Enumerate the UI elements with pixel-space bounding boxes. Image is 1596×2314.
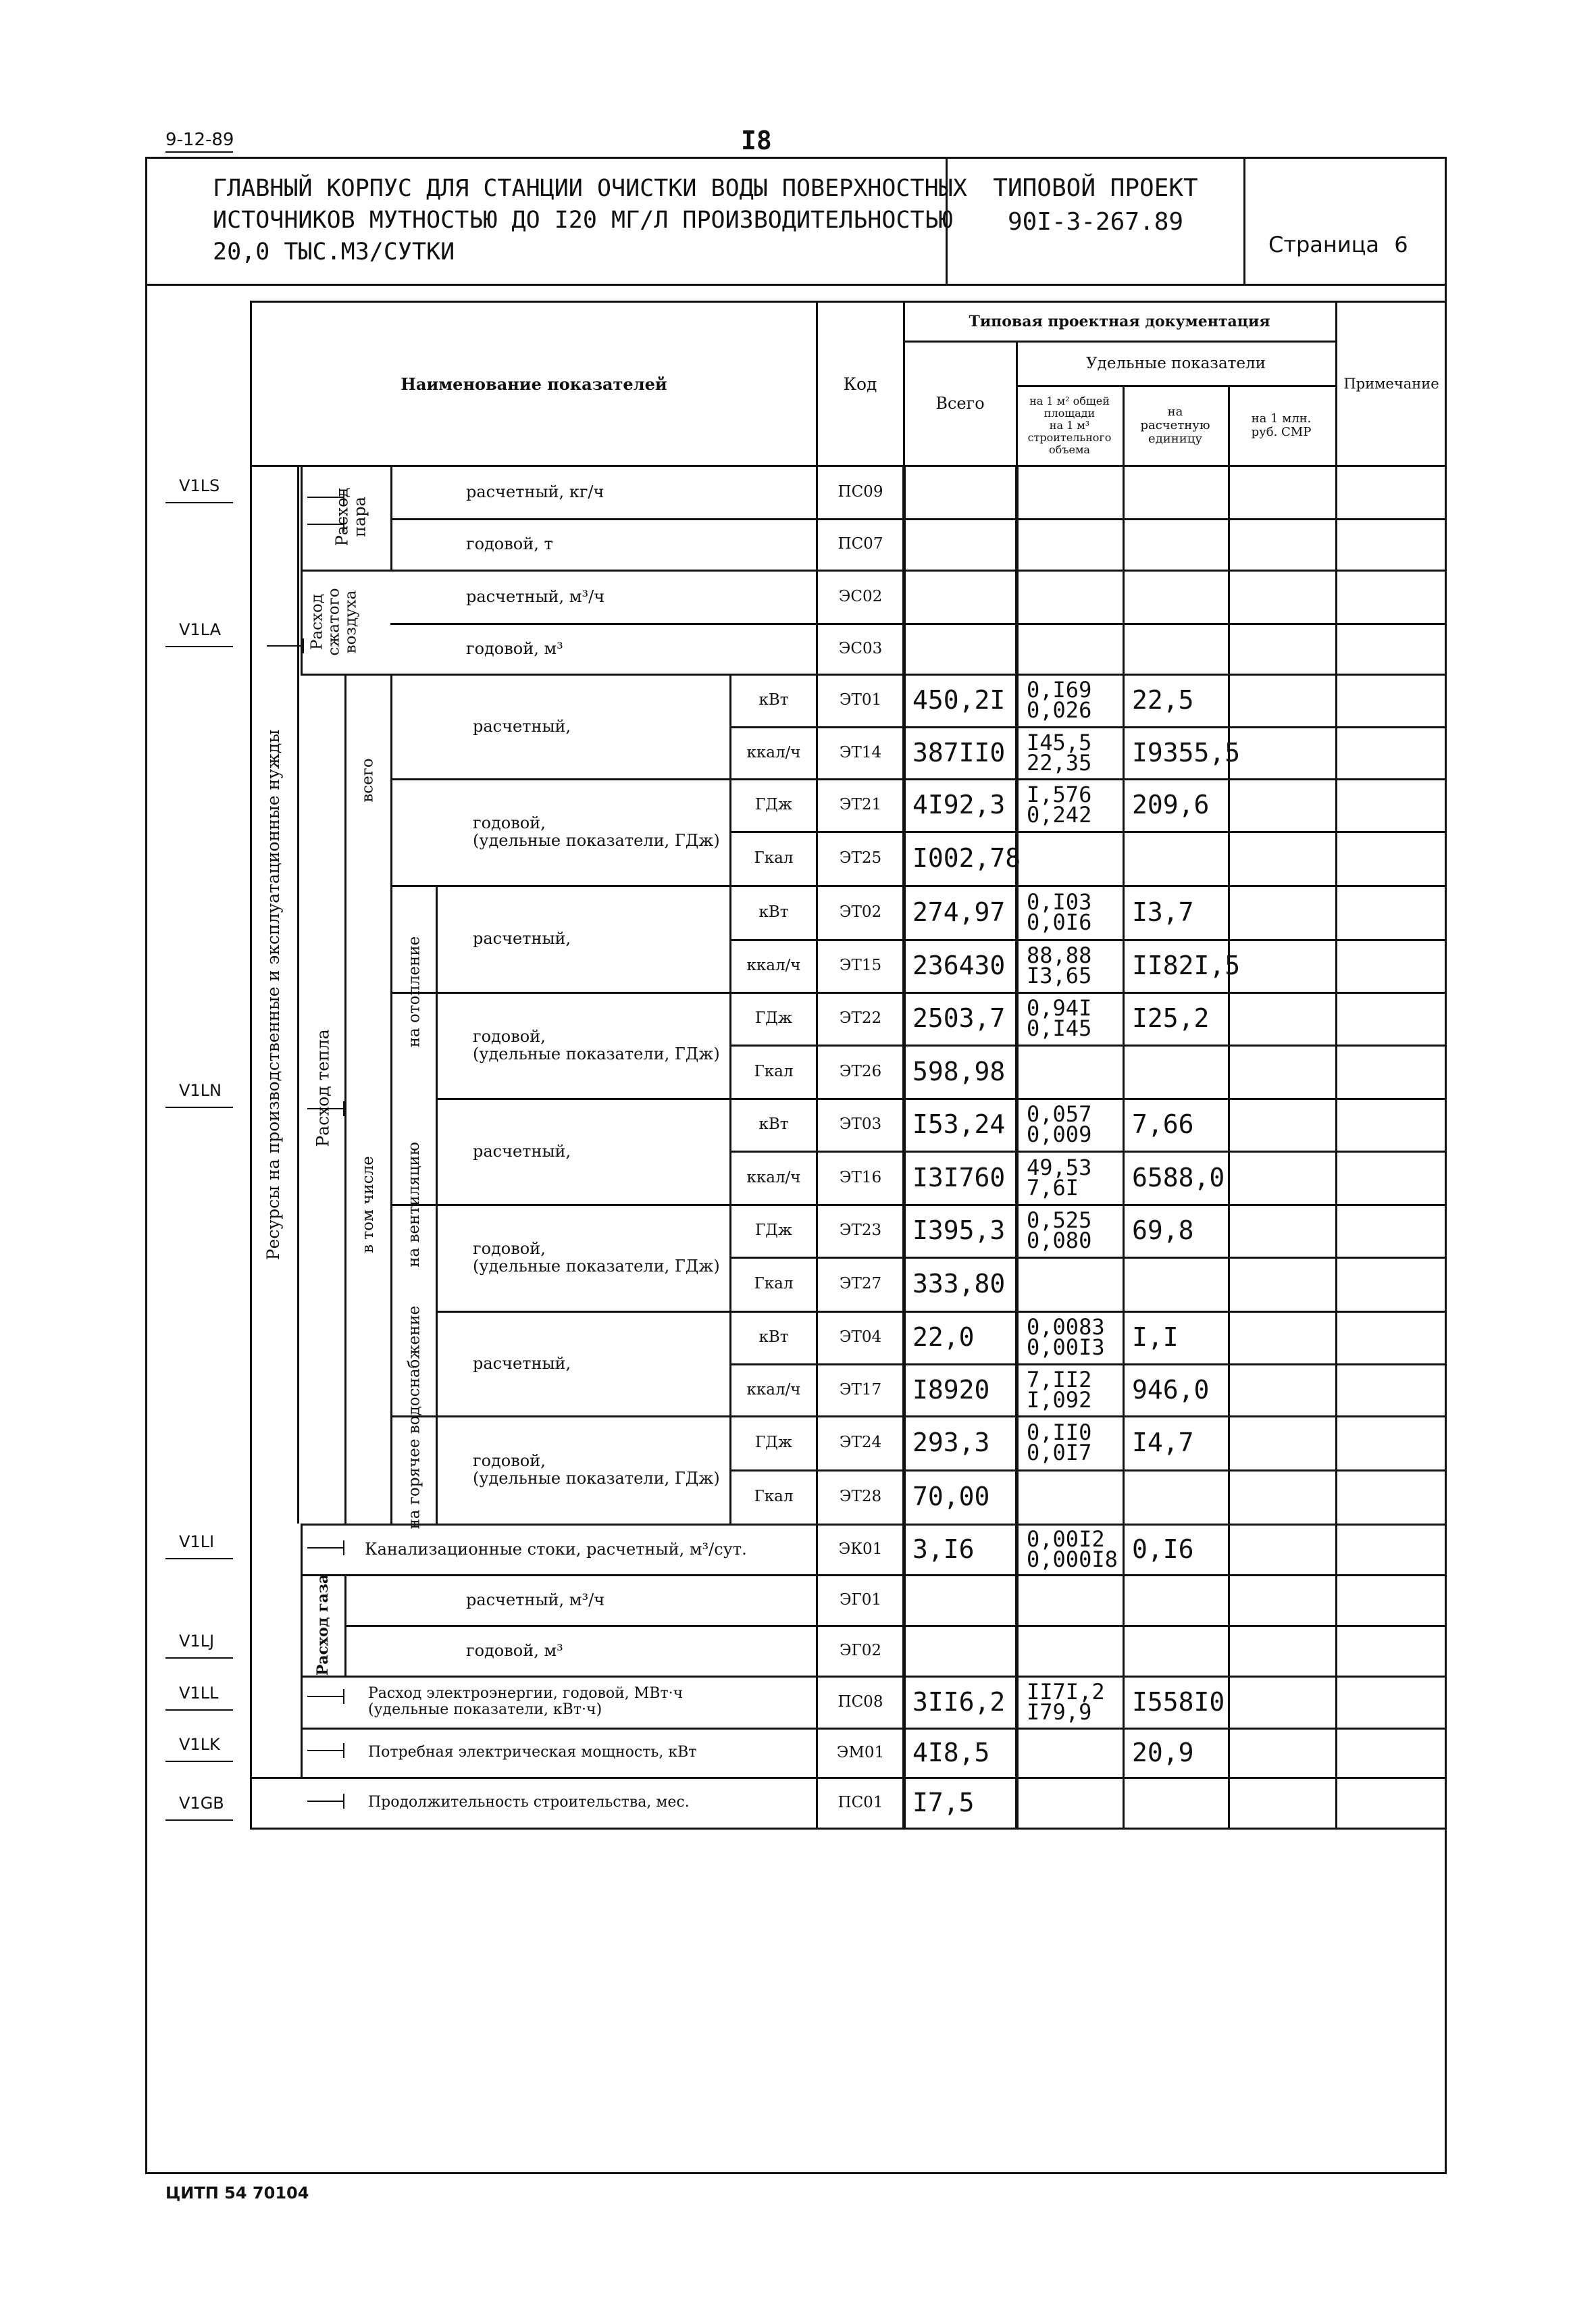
row-total: I7,5 (912, 1787, 975, 1817)
spec-s1a: 0,525 (1027, 1207, 1092, 1233)
row-per-unit (1125, 1469, 1235, 1524)
unit-4: кВт (758, 691, 789, 709)
calc-label-12: расчетный, (473, 1141, 571, 1161)
row-total (906, 465, 1023, 518)
row-per-unit: 22,5 (1132, 685, 1194, 715)
heat-group-label (303, 885, 343, 1290)
row-spec-per-m2 (1019, 1728, 1129, 1777)
incl-text: в том числе (359, 1155, 378, 1253)
calc-label-4: расчетный, (473, 716, 571, 736)
row-total: 22,0 (912, 1322, 975, 1352)
row-code: ЭТ01 (839, 691, 882, 709)
row-total: I53,24 (912, 1109, 1006, 1139)
tick-end (343, 1540, 344, 1555)
row-spec-per-m2 (1019, 726, 1129, 778)
row-per-unit (1125, 1045, 1235, 1098)
col-note-header: Примечание (1343, 376, 1439, 392)
row-per-unit: 209,6 (1132, 790, 1210, 820)
row-spec-per-m2 (1019, 1676, 1129, 1728)
row-spec-per-m2 (1019, 570, 1129, 623)
tick-line (307, 1547, 344, 1549)
resources-text: Ресурсы на производственные и эксплуатационные нужды (263, 729, 284, 1261)
row-spec-per-m2 (1019, 1151, 1129, 1204)
row-spec-per-m2 (1019, 1777, 1129, 1828)
row-spec-per-m2 (1019, 1098, 1129, 1151)
per-m2-a: на 1 м² общей площади (1029, 395, 1110, 420)
unit-19: Гкал (754, 1488, 794, 1505)
gas-calc-label: расчетный, м³/ч (466, 1590, 605, 1609)
row-per-unit: 6588,0 (1132, 1162, 1225, 1192)
spec-s1b: I3,65 (1027, 963, 1092, 988)
row-code: ЭТ14 (839, 743, 882, 761)
spec-s1a: 0,II0 (1027, 1419, 1092, 1445)
unit-13: ккал/ч (746, 1168, 801, 1186)
page-number: I8 (741, 126, 772, 155)
row-spec-per-m2 (1019, 992, 1129, 1045)
spec-s1b: 0,0I6 (1027, 909, 1092, 935)
unit-14: ГДж (754, 1222, 793, 1239)
unit-16: кВт (758, 1328, 789, 1346)
spec-s1a: 0,I03 (1027, 889, 1092, 915)
year-label-line2: (удельные показатели, ГДж) (473, 1257, 720, 1276)
row-total (906, 1574, 1023, 1625)
spec-s1a: I45,5 (1027, 729, 1092, 755)
col-line-note (1335, 301, 1337, 1828)
hot-water-text: на горячее водоснабжение (405, 1305, 423, 1529)
year-label-line2: (удельные показатели, ГДж) (473, 831, 720, 850)
margin-mark-line (165, 502, 233, 503)
row-spec-per-m2 (1019, 674, 1129, 726)
row-code: ЭТ16 (839, 1168, 882, 1186)
row-per-unit (1125, 465, 1235, 518)
heat-total-label (348, 676, 388, 885)
row-total: 387II0 (912, 737, 1006, 768)
row-per-unit (1125, 831, 1235, 885)
row-spec-per-m2 (1019, 1363, 1129, 1415)
col-per-m2-header (1017, 386, 1122, 465)
row-per-unit (1125, 1257, 1235, 1311)
incl-label (348, 885, 388, 1524)
row-label-3: годовой, м³ (466, 638, 563, 658)
spec-s1b: I,092 (1027, 1386, 1092, 1413)
air-text: Расход сжатого воздуха (309, 587, 360, 656)
row-spec-per-m2 (1019, 939, 1129, 992)
row-code: ПС07 (838, 535, 883, 553)
heat-sub-col (390, 674, 392, 1524)
row-code: ЭТ03 (839, 1115, 882, 1133)
unit-12: кВт (758, 1115, 789, 1133)
spec-s1b: 0,242 (1027, 802, 1092, 828)
unit-7: Гкал (754, 849, 794, 867)
page-label (1268, 232, 1408, 257)
unit-8: кВт (758, 903, 789, 921)
row-spec-per-m2 (1019, 1574, 1129, 1625)
margin-mark: V1LI (179, 1532, 215, 1551)
row-per-unit: I9355,5 (1132, 737, 1241, 768)
margin-mark: V1LN (179, 1081, 222, 1100)
spec-s1a: 0,I69 (1027, 677, 1092, 703)
row-per-unit: 20,9 (1132, 1737, 1194, 1767)
doc-title (213, 173, 967, 268)
ventilation-label (394, 1098, 434, 1311)
doc-title-line3: 20,0 ТЫС.М3/СУТКИ (213, 238, 455, 266)
row-code: ЭТ17 (839, 1380, 882, 1399)
resources-group-label (253, 466, 294, 1524)
tick-line (307, 1750, 344, 1751)
sewage-label: Канализационные стоки, расчетный, м³/сут. (365, 1539, 747, 1559)
row-per-unit (1125, 623, 1235, 674)
row-spec-per-m2 (1019, 1045, 1129, 1098)
row-code: ЭС03 (838, 639, 883, 657)
air-group-label (303, 570, 367, 674)
spec-s1b: 0,00I3 (1027, 1334, 1105, 1360)
calc-label-8: расчетный, (473, 929, 571, 948)
row-per-unit: 0,I6 (1132, 1534, 1194, 1564)
spec-s1a: 0,0083 (1027, 1314, 1105, 1340)
row-per-unit (1125, 1574, 1235, 1625)
row-code: ЭГ01 (839, 1590, 882, 1609)
duration-label: Продолжительность строительства, мес. (368, 1794, 690, 1811)
col-name-header: Наименование показателей (401, 374, 667, 394)
unit-10: ГДж (754, 1009, 793, 1027)
unit-15: Гкал (754, 1275, 794, 1292)
col-code-header: Код (843, 374, 877, 394)
tick-end (343, 1689, 344, 1704)
row-total: 274,97 (912, 897, 1006, 927)
row-per-unit: I3,7 (1132, 897, 1194, 927)
spec-s1b: 0,080 (1027, 1228, 1092, 1253)
spec-s1b: 7,6I (1027, 1174, 1079, 1201)
power-label: Потребная электрическая мощность, кВт (368, 1744, 697, 1761)
row-total: 3,I6 (912, 1534, 975, 1564)
row-code: ПС01 (838, 1793, 883, 1811)
elec-label-elec2: (удельные показатели, кВт·ч) (368, 1701, 602, 1718)
per-m2-b: на 1 м³ строительного объема (1027, 419, 1112, 456)
spec-s1b: 0,I45 (1027, 1015, 1092, 1041)
row-total: 2503,7 (912, 1003, 1006, 1033)
margin-mark: V1LA (179, 620, 222, 639)
spec-s1a: 49,53 (1027, 1154, 1092, 1180)
row-per-unit: 7,66 (1132, 1109, 1194, 1139)
row-per-unit: 69,8 (1132, 1215, 1194, 1245)
row-code: ЭТ04 (839, 1328, 882, 1346)
row-total (906, 518, 1023, 570)
doc-title-line2: ИСТОЧНИКОВ МУТНОСТЬЮ ДО I20 МГ/Л ПРОИЗВОДИТЕЛЬНОСТЬЮ (213, 207, 953, 234)
margin-mark-line (165, 1107, 233, 1108)
year-label-line2: (удельные показатели, ГДж) (473, 1044, 720, 1063)
row-label-0: расчетный, кг/ч (466, 482, 604, 501)
footer-code: ЦИТП 54 70104 (165, 2184, 309, 2203)
heating-label (394, 885, 434, 1098)
gas-group-label (303, 1574, 343, 1676)
table-bottom (250, 1828, 1447, 1830)
row-spec-per-m2 (1019, 778, 1129, 831)
row-total: 4I8,5 (912, 1737, 990, 1767)
spec-s1b: 0,026 (1027, 697, 1092, 723)
unit-11: Гкал (754, 1062, 794, 1080)
year-label-line1: годовой, (473, 1026, 546, 1046)
row-spec-per-m2 (1019, 1524, 1129, 1574)
row-code: ЭМ01 (836, 1743, 885, 1761)
row-spec-per-m2 (1019, 1415, 1129, 1469)
row-total: 236430 (912, 951, 1006, 980)
doc-date: 9-12-89 (165, 130, 234, 150)
row-per-unit: I558I0 (1132, 1686, 1225, 1717)
spec-s1a: 88,88 (1027, 942, 1092, 968)
tick-line (307, 1801, 344, 1802)
year-label-line1: годовой, (473, 1239, 546, 1258)
row-total: 333,80 (912, 1269, 1006, 1299)
resources-col (297, 465, 299, 1524)
row-spec-per-m2 (1019, 1625, 1129, 1676)
year-label-12 (473, 1204, 723, 1311)
spec-s1a: 0,057 (1027, 1101, 1092, 1127)
margin-mark-line (165, 1558, 233, 1559)
row-code: ЭТ27 (839, 1275, 882, 1292)
row-total: I395,3 (912, 1215, 1006, 1245)
row-per-unit: I25,2 (1132, 1003, 1210, 1033)
page-label-text: Страница (1268, 232, 1380, 257)
row-spec-per-m2 (1019, 623, 1129, 674)
heat-total-text: всего (359, 758, 377, 803)
row-code: ЭТ15 (839, 957, 882, 974)
spec-s1a: 0,00I2 (1027, 1526, 1105, 1552)
steam-group-label (334, 466, 367, 568)
row-spec-per-m2 (1019, 885, 1129, 939)
row-total: I8920 (912, 1374, 990, 1405)
margin-mark: V1LL (179, 1684, 219, 1703)
gas-text: Расход газа (314, 1574, 332, 1676)
col-specific-header: Удельные показатели (1086, 355, 1266, 372)
tick-line (307, 1696, 344, 1697)
row-code: ЭТ02 (839, 903, 882, 921)
row-total: I002,78 (912, 843, 1021, 873)
spec-s1a: II7I,2 (1027, 1678, 1105, 1705)
page-value: 6 (1394, 232, 1408, 257)
row-spec-per-m2 (1019, 1469, 1129, 1524)
row-code: ПС08 (838, 1692, 883, 1711)
year-label-line1: годовой, (473, 1451, 546, 1470)
year-label-8 (473, 992, 723, 1098)
spec-s1b: 22,35 (1027, 749, 1092, 776)
row-spec-per-m2 (1019, 831, 1129, 885)
tick-end (343, 1101, 344, 1116)
gas-year-label: годовой, м³ (466, 1640, 563, 1660)
row-total (906, 1625, 1023, 1676)
col-typical-header: Типовая проектная документация (969, 313, 1270, 330)
spec-s1a: 7,II2 (1027, 1366, 1092, 1392)
col-total-header: Всего (935, 394, 985, 413)
heating-text: на отопление (405, 936, 423, 1047)
margin-mark: V1LJ (179, 1632, 215, 1651)
heat-col (344, 674, 346, 1524)
col-per-unit-header: на расчетную единицу (1140, 405, 1210, 446)
row-code: ЭТ24 (839, 1434, 882, 1451)
row-code: ЭТ25 (839, 849, 882, 867)
elec-label-elec1: Расход электроэнергии, годовой, МВт·ч (368, 1684, 684, 1702)
row-per-unit: I4,7 (1132, 1428, 1194, 1457)
row-code: ЭС02 (838, 587, 883, 605)
row-spec-per-m2 (1019, 518, 1129, 570)
ventilation-text: на вентиляцию (405, 1141, 423, 1267)
spec-s1b: 0,009 (1027, 1122, 1092, 1147)
tick-end (343, 1743, 344, 1758)
row-total: 70,00 (912, 1482, 990, 1511)
row-code: ЭТ21 (839, 796, 882, 813)
margin-mark: V1LK (179, 1735, 220, 1754)
row-per-unit (1125, 518, 1235, 570)
row-spec-per-m2 (1019, 1311, 1129, 1363)
row-total: 598,98 (912, 1056, 1006, 1086)
margin-mark-line (165, 1657, 233, 1659)
spec-s1b: 0,000I8 (1027, 1546, 1118, 1572)
row-per-unit (1125, 1777, 1235, 1828)
year-label-line1: годовой, (473, 813, 546, 832)
row-per-unit (1125, 1625, 1235, 1676)
row-label-1: годовой, т (466, 534, 553, 553)
row-per-unit: 946,0 (1132, 1374, 1210, 1405)
row-per-unit (1125, 570, 1235, 623)
year-label-4 (473, 778, 723, 885)
unit-6: ГДж (754, 796, 793, 813)
row-spec-per-m2 (1019, 1204, 1129, 1257)
steam-text: Расход пара (332, 487, 369, 547)
row-code: ЭТ23 (839, 1222, 882, 1239)
row-total (906, 623, 1023, 674)
row-label-2: расчетный, м³/ч (466, 586, 605, 606)
row-total (906, 570, 1023, 623)
spec-s1b: I79,9 (1027, 1699, 1092, 1725)
project-label: ТИПОВОЙ ПРОЕКТ (993, 174, 1198, 202)
spec-s1a: I,576 (1027, 782, 1092, 807)
col-per-mln-header: на 1 млн. руб. СМР (1251, 411, 1312, 439)
year-label-line2: (удельные показатели, ГДж) (473, 1469, 720, 1488)
tick-end (343, 1794, 344, 1809)
row-total: I3I760 (912, 1162, 1006, 1192)
margin-mark: V1LS (179, 476, 220, 495)
margin-mark-line (165, 1761, 233, 1762)
row-code: ЭТ22 (839, 1009, 882, 1027)
row-total: 450,2I (912, 685, 1006, 715)
row-spec-per-m2 (1019, 465, 1129, 518)
spec-s1b: 0,0I7 (1027, 1440, 1092, 1465)
margin-mark: V1GB (179, 1794, 224, 1813)
margin-mark-line (165, 1709, 233, 1711)
heat-text: Расход тепла (313, 1028, 333, 1147)
calc-label-16: расчетный, (473, 1353, 571, 1373)
project-number: 90I-3-267.89 (1007, 208, 1184, 236)
unit-9: ккал/ч (746, 957, 801, 974)
row-code: ЭК01 (838, 1540, 883, 1558)
unit-18: ГДж (754, 1434, 793, 1451)
row-code: ПС09 (838, 482, 883, 501)
table-left (250, 301, 252, 1830)
row-code: ЭТ26 (839, 1062, 882, 1080)
elec-label (368, 1676, 814, 1728)
row-per-unit: II82I,5 (1132, 951, 1241, 980)
row-total: 4I92,3 (912, 790, 1006, 820)
row-total: 293,3 (912, 1428, 990, 1457)
steam-sub-col (390, 465, 392, 570)
row-code: ЭТ28 (839, 1488, 882, 1505)
margin-mark-line (165, 1819, 233, 1821)
table-right (1445, 301, 1447, 1830)
row-total: 3II6,2 (912, 1686, 1006, 1717)
row-code: ЭГ02 (839, 1641, 882, 1659)
doc-title-line1: ГЛАВНЫЙ КОРПУС ДЛЯ СТАНЦИИ ОЧИСТКИ ВОДЫ ПОВЕРХНОСТНЫХ (213, 175, 967, 202)
row-per-unit: I,I (1132, 1322, 1179, 1352)
row-spec-per-m2 (1019, 1257, 1129, 1311)
margin-mark-line (165, 646, 233, 647)
unit-5: ккал/ч (746, 743, 801, 761)
spec-s1a: 0,94I (1027, 995, 1092, 1021)
year-label-16 (473, 1415, 723, 1524)
hot-water-label (394, 1305, 434, 1529)
unit-17: ккал/ч (746, 1380, 801, 1399)
